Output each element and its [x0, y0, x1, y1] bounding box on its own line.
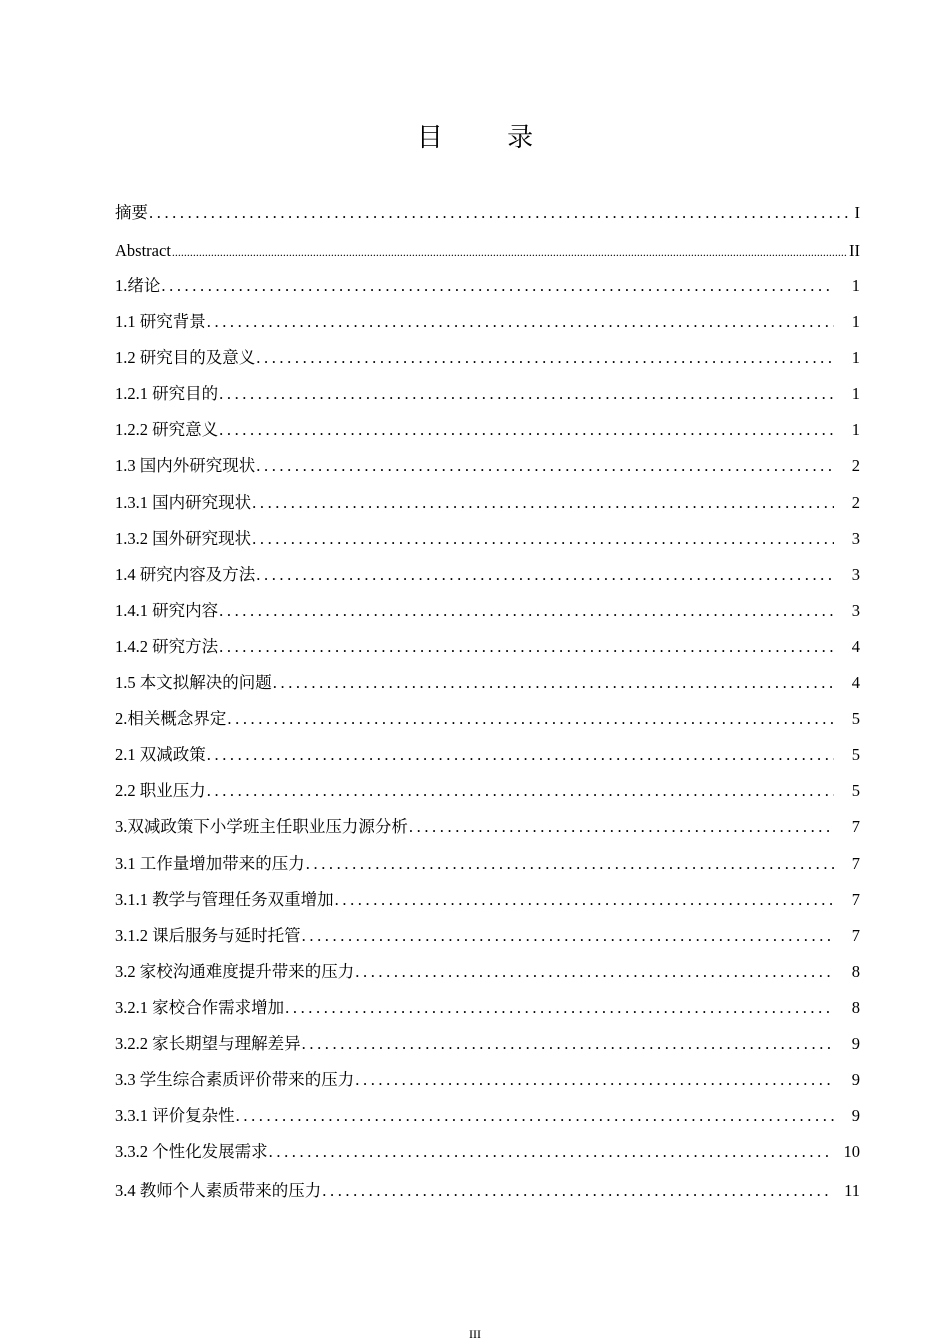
- toc-entry[interactable]: [115, 1028, 860, 1064]
- toc-dot-leader: [219, 414, 834, 446]
- toc-entry-label: 3.双减政策下小学班主任职业压力源分析: [115, 817, 408, 837]
- toc-entry-page: 5: [851, 781, 860, 801]
- toc-entry-page: 7: [851, 889, 860, 909]
- toc-dot-leader: [302, 1028, 834, 1060]
- toc-entry-label: 1.3 国内外研究现状: [115, 456, 256, 476]
- toc-entry-label: 3.1.1 教学与管理任务双重增加: [115, 889, 334, 909]
- toc-entry-page: 3: [851, 528, 860, 548]
- toc-entry[interactable]: [115, 270, 860, 306]
- toc-entry[interactable]: [115, 956, 860, 992]
- toc-dot-leader: [355, 1064, 834, 1096]
- toc-entry[interactable]: [115, 1175, 860, 1211]
- toc-dot-leader: [149, 197, 848, 229]
- toc-entry[interactable]: [115, 414, 860, 450]
- toc-entry-page: 7: [851, 925, 860, 945]
- toc-entry-label: 3.1 工作量增加带来的压力: [115, 853, 305, 873]
- table-of-contents: [115, 197, 860, 1211]
- toc-entry[interactable]: [115, 848, 860, 884]
- toc-entry-label: 1.5 本文拟解决的问题: [115, 673, 272, 693]
- toc-entry-label: 3.3 学生综合素质评价带来的压力: [115, 1070, 355, 1090]
- toc-entry[interactable]: [115, 523, 860, 559]
- toc-entry-label: 3.3.2 个性化发展需求: [115, 1142, 268, 1162]
- toc-entry-page: 3: [851, 600, 860, 620]
- toc-entry-page: 8: [851, 997, 860, 1017]
- toc-entry-page: 2: [851, 456, 860, 476]
- toc-entry-label: 2.1 双减政策: [115, 745, 206, 765]
- toc-dot-leader: [207, 739, 834, 771]
- toc-entry-label: 3.2.1 家校合作需求增加: [115, 997, 285, 1017]
- page-title: 目 录: [416, 123, 562, 153]
- toc-dot-leader: [219, 378, 834, 410]
- toc-entry[interactable]: [115, 306, 860, 342]
- toc-dot-leader: [172, 236, 847, 268]
- toc-dot-leader: [302, 920, 834, 952]
- toc-entry-page: 5: [851, 745, 860, 765]
- toc-entry-page: 1: [851, 348, 860, 368]
- toc-entry[interactable]: [115, 739, 860, 775]
- toc-entry[interactable]: [115, 595, 860, 631]
- toc-entry-page: 9: [851, 1106, 860, 1126]
- toc-dot-leader: [306, 848, 834, 880]
- toc-entry-page: I: [854, 203, 860, 222]
- toc-entry-page: 1: [851, 276, 860, 295]
- toc-dot-leader: [161, 270, 834, 302]
- toc-entry[interactable]: [115, 1064, 860, 1100]
- toc-dot-leader: [335, 884, 834, 916]
- toc-dot-leader: [256, 559, 834, 591]
- toc-entry[interactable]: [115, 1136, 860, 1172]
- toc-entry[interactable]: [115, 487, 860, 523]
- toc-entry-label: 3.2 家校沟通难度提升带来的压力: [115, 961, 355, 981]
- toc-entry-page: II: [849, 241, 860, 260]
- toc-entry-page: 3: [851, 564, 860, 584]
- toc-dot-leader: [273, 667, 834, 699]
- toc-entry-page: 1: [851, 384, 860, 404]
- toc-dot-leader: [252, 523, 834, 555]
- toc-entry-label: 1.4 研究内容及方法: [115, 564, 256, 584]
- toc-entry[interactable]: [115, 235, 860, 270]
- toc-dot-leader: [256, 450, 834, 482]
- toc-entry-label: 1.4.1 研究内容: [115, 600, 219, 620]
- toc-entry[interactable]: [115, 884, 860, 920]
- toc-entry-page: 4: [851, 636, 860, 656]
- toc-entry-label: 1.1 研究背景: [115, 312, 206, 332]
- toc-dot-leader: [207, 775, 834, 807]
- toc-entry-page: 7: [851, 817, 860, 837]
- toc-dot-leader: [355, 956, 834, 988]
- toc-dot-leader: [252, 487, 834, 519]
- toc-entry[interactable]: [115, 378, 860, 414]
- toc-entry[interactable]: [115, 920, 860, 956]
- toc-dot-leader: [256, 342, 834, 374]
- toc-entry-page: 10: [843, 1142, 860, 1162]
- toc-entry-label: 1.2.1 研究目的: [115, 384, 219, 404]
- toc-entry-label: 摘要: [115, 203, 148, 222]
- toc-entry[interactable]: [115, 559, 860, 595]
- toc-entry[interactable]: [115, 197, 860, 235]
- toc-entry-label: 1.4.2 研究方法: [115, 636, 219, 656]
- toc-entry-label: 1.2 研究目的及意义: [115, 348, 256, 368]
- toc-entry[interactable]: [115, 811, 860, 847]
- toc-entry-label: 2.相关概念界定: [115, 709, 227, 729]
- toc-entry[interactable]: [115, 1100, 860, 1136]
- toc-entry-page: 11: [844, 1181, 860, 1201]
- toc-entry-page: 1: [851, 420, 860, 440]
- toc-dot-leader: [219, 595, 834, 627]
- toc-entry-label: 3.2.2 家长期望与理解差异: [115, 1033, 301, 1053]
- toc-entry[interactable]: [115, 703, 860, 739]
- toc-entry[interactable]: [115, 667, 860, 703]
- toc-entry-label: 3.4 教师个人素质带来的压力: [115, 1181, 322, 1201]
- toc-dot-leader: [409, 811, 834, 843]
- toc-entry-page: 4: [851, 673, 860, 693]
- toc-dot-leader: [219, 631, 834, 663]
- toc-entry-label: 2.2 职业压力: [115, 781, 206, 801]
- toc-dot-leader: [207, 306, 834, 338]
- toc-entry-page: 9: [851, 1070, 860, 1090]
- toc-entry-page: 8: [851, 961, 860, 981]
- toc-entry-page: 5: [851, 709, 860, 729]
- toc-entry[interactable]: [115, 775, 860, 811]
- toc-entry-page: 7: [851, 853, 860, 873]
- toc-entry-label: 1.绪论: [115, 276, 161, 295]
- toc-entry-label: 1.3.1 国内研究现状: [115, 492, 252, 512]
- toc-dot-leader: [285, 992, 834, 1024]
- toc-entry[interactable]: [115, 342, 860, 378]
- toc-entry[interactable]: [115, 450, 860, 486]
- toc-dot-leader: [227, 703, 834, 735]
- toc-entry-label: 3.3.1 评价复杂性: [115, 1106, 235, 1126]
- toc-dot-leader: [269, 1136, 832, 1168]
- toc-entry-page: 9: [851, 1033, 860, 1053]
- footer-page-number: III: [469, 1327, 481, 1341]
- toc-entry-page: 1: [851, 312, 860, 332]
- toc-entry[interactable]: [115, 992, 860, 1028]
- toc-entry-label: 3.1.2 课后服务与延时托管: [115, 925, 301, 945]
- toc-entry-label: 1.2.2 研究意义: [115, 420, 219, 440]
- toc-entry-label: Abstract: [115, 241, 171, 260]
- toc-dot-leader: [322, 1175, 832, 1207]
- toc-entry-label: 1.3.2 国外研究现状: [115, 528, 252, 548]
- toc-entry[interactable]: [115, 631, 860, 667]
- toc-entry-page: 2: [851, 492, 860, 512]
- toc-dot-leader: [236, 1100, 834, 1132]
